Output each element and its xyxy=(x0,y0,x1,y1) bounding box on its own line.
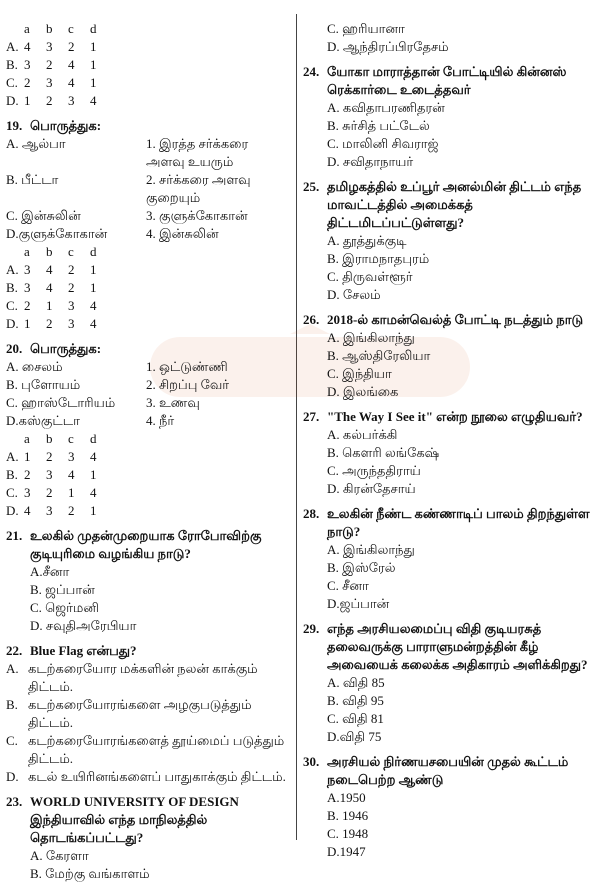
grid-row: C. 2 1 3 4 xyxy=(6,298,97,313)
answer-option: B. சுர்சித் பட்டேல் xyxy=(327,118,430,133)
question-22 xyxy=(6,642,290,786)
answer-option: B. மேற்கு வங்காளம் xyxy=(30,866,150,881)
question-26 xyxy=(303,311,593,401)
question-header: 21. உலகில் முதன்முறையாக ரோபோவிற்கு குடியுரிமை வழங்கிய நாடு? xyxy=(6,528,262,561)
question-23-continued xyxy=(303,20,593,56)
question-header: 20. பொருத்துக: xyxy=(6,341,102,356)
question-header: 26. 2018-ல் காமன்வெல்த் போட்டி நடத்தும் நாடு xyxy=(303,312,584,327)
answer-option: B. இராமநாதபுரம் xyxy=(327,251,430,266)
answer-option: C. ஜெர்மனி xyxy=(30,600,99,615)
question-21 xyxy=(6,527,290,635)
grid-row: B. 3 4 2 1 xyxy=(6,280,97,295)
answer-option: A. கல்பர்க்கி xyxy=(327,427,398,442)
question-24 xyxy=(303,63,593,171)
answer-option: B. இஸ்ரேல் xyxy=(327,560,396,575)
answer-option: A.சீனா xyxy=(30,564,70,579)
question-header: 23. WORLD UNIVERSITY OF DESIGN இந்தியாவில் எந்த மாநிலத்தில் தொடங்கப்பட்டது? xyxy=(6,794,239,845)
answer-option: A. தூத்துக்குடி xyxy=(327,233,407,248)
answer-option: D. ஆந்திரப்பிரதேசம் xyxy=(327,39,449,54)
answer-option: B. ஆஸ்திரேலியா xyxy=(327,348,431,363)
answer-option: C. விதி 81 xyxy=(327,711,384,726)
question-header: 19. பொருத்துக: xyxy=(6,118,102,133)
match-pair: B. பீட்டா 2. சர்க்கரை அளவு குறையும் xyxy=(6,172,251,205)
question-header: 25. தமிழகத்தில் உப்பூர் அனல்மின் திட்டம் எந்த மாவட்டத்தில் அமைக்கத் திட்டமிடப்பட்டுள்ளது? xyxy=(303,179,582,230)
answer-option: B. கௌரி லங்கேஷ் xyxy=(327,445,440,460)
answer-option: B. ஜப்பான் xyxy=(30,582,95,597)
left-column xyxy=(6,20,290,883)
question-23 xyxy=(6,793,290,883)
answer-option: B. கடற்கரையோரங்களை அழகுபடுத்தும் திட்டம். xyxy=(6,697,252,730)
answer-option: A. விதி 85 xyxy=(327,675,385,690)
answer-option: C. இந்தியா xyxy=(327,366,392,381)
answer-option: D. சேலம் xyxy=(327,287,381,302)
grid-row: A. 3 4 2 1 xyxy=(6,262,97,277)
right-column xyxy=(303,20,593,861)
answer-option: A. இங்கிலாந்து xyxy=(327,330,415,345)
grid-row: B. 2 3 4 1 xyxy=(6,467,97,482)
grid-row: C. 2 3 4 1 xyxy=(6,75,97,90)
answer-option: C. மாலினி சிவராஜ் xyxy=(327,136,439,151)
grid-header: a b c d xyxy=(24,244,97,259)
answer-option: D.1947 xyxy=(327,844,366,859)
question-25 xyxy=(303,178,593,304)
question-19 xyxy=(6,117,290,333)
grid-row: D. 1 2 3 4 xyxy=(6,316,97,331)
answer-option: C. திருவள்ளூர் xyxy=(327,269,413,284)
question-header: 29. எந்த அரசியலமைப்பு விதி குடியரசுத் தலைவருக்கு பாராளுமன்றத்தின் கீழ் அவையைக் கலைக்க அதிகாரம் அளிக்கிறது? xyxy=(303,621,588,672)
question-header: 24. யோகா மாராத்தான் போட்டியில் கின்னஸ் ரெக்கார்டை உடைத்தவர் xyxy=(303,64,567,97)
match-pair: C. ஹாஸ்டோரியம் 3. உணவு xyxy=(6,395,200,410)
grid-header: a b c d xyxy=(24,21,97,36)
match-pair: D.குளுக்கோகான் 4. இன்சுலின் xyxy=(6,226,219,241)
question-header: 27. "The Way I See it" என்ற நூலை எழுதியவர்? xyxy=(303,409,583,424)
match-pair: D.கஸ்குட்டா 4. நீர் xyxy=(6,413,175,428)
answer-option: A. கேரளா xyxy=(30,848,89,863)
match-pair: C. இன்சுலின் 3. குளுக்கோகான் xyxy=(6,208,248,223)
grid-row: D. 4 3 2 1 xyxy=(6,503,97,518)
answer-option: C. சீனா xyxy=(327,578,369,593)
grid-row: A. 1 2 3 4 xyxy=(6,449,97,464)
answer-option: A. கடற்கரையோர மக்களின் நலன் காக்கும் திட்டம். xyxy=(6,661,258,694)
question-header: 28. உலகின் நீண்ட கண்ணாடிப் பாலம் திறந்துள்ள நாடு? xyxy=(303,506,590,539)
match-pair: A. சைலம் 1. ஒட்டுண்ணி xyxy=(6,359,228,374)
match-pair: A. ஆல்பா 1. இரத்த சர்க்கரை அளவு உயரும் xyxy=(6,136,249,169)
answer-option: C. அருந்ததிராய் xyxy=(327,463,421,478)
answer-option: C. கடற்கரையோரங்களைத் தூய்மைப் படுத்தும் திட்டம். xyxy=(6,733,285,766)
answer-option: D.ஜப்பான் xyxy=(327,596,390,611)
grid-row: D. 1 2 3 4 xyxy=(6,93,97,108)
grid-header: a b c d xyxy=(24,431,97,446)
question-29 xyxy=(303,620,593,746)
grid-row: C. 3 2 1 4 xyxy=(6,485,97,500)
answer-option: D. இலங்கை xyxy=(327,384,399,399)
answer-option: A. கவிதாபரணிதரன் xyxy=(327,100,445,115)
answer-option: B. 1946 xyxy=(327,808,369,823)
answer-option: D. கிரன்தேசாய் xyxy=(327,481,416,496)
match-pair: B. புளோயம் 2. சிறப்பு வேர் xyxy=(6,377,230,392)
answer-option: C. ஹரியானா xyxy=(327,21,405,36)
q18-answer-grid xyxy=(6,20,290,110)
column-divider xyxy=(296,14,297,840)
answer-option: C. 1948 xyxy=(327,826,369,841)
question-27 xyxy=(303,408,593,498)
question-header: 30. அரசியல் நிர்ணயசபையின் முதல் கூட்டம் நடைபெற்ற ஆண்டு xyxy=(303,754,569,787)
answer-option: D. சவுதிஅரேபியா xyxy=(30,618,137,633)
answer-option: D.விதி 75 xyxy=(327,729,382,744)
question-28 xyxy=(303,505,593,613)
question-20 xyxy=(6,340,290,520)
grid-row: A. 4 3 2 1 xyxy=(6,39,97,54)
question-30 xyxy=(303,753,593,861)
answer-option: D. கடல் உயிரினங்களைப் பாதுகாக்கும் திட்டம். xyxy=(6,769,286,784)
answer-option: A. இங்கிலாந்து xyxy=(327,542,415,557)
answer-option: B. விதி 95 xyxy=(327,693,384,708)
answer-option: D. சவிதாநாயர் xyxy=(327,154,414,169)
question-header: 22. Blue Flag என்பது? xyxy=(6,643,137,658)
answer-option: A.1950 xyxy=(327,790,366,805)
grid-row: B. 3 2 4 1 xyxy=(6,57,97,72)
